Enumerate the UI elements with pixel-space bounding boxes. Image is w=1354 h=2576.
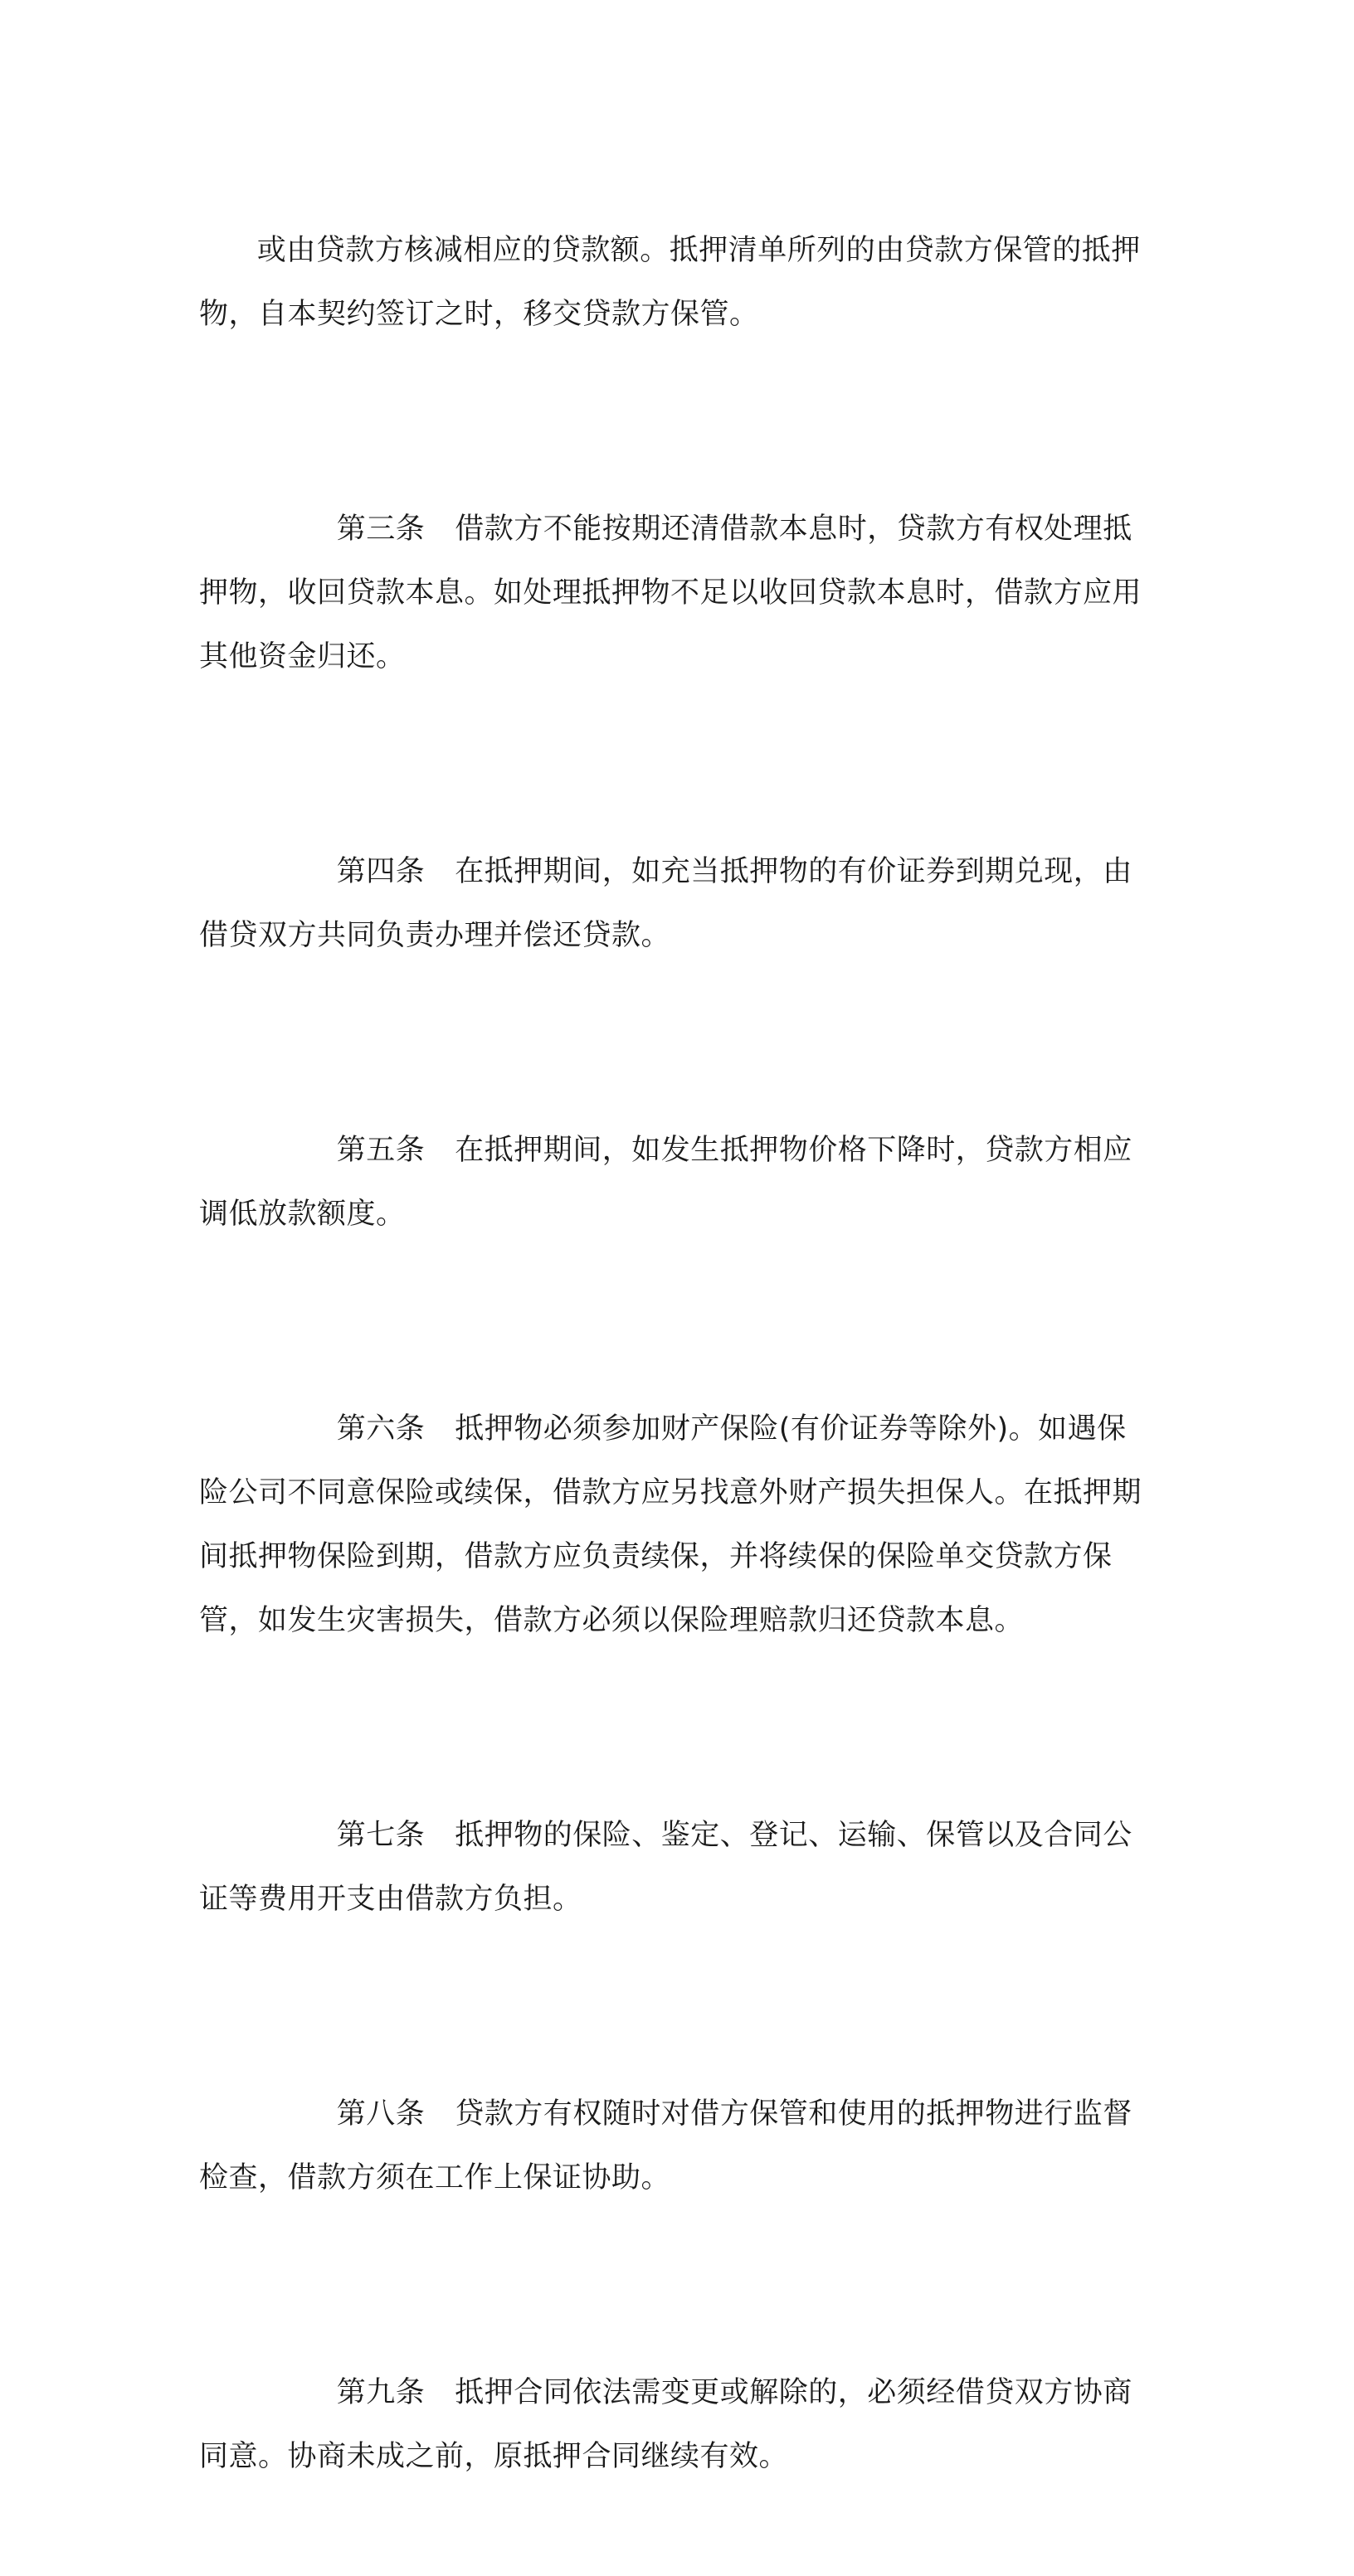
article-text: 在抵押期间，如发生抵押物价格下降时，贷款方相应调低放款额度。 [199,1134,1132,1231]
article-number: 第八条 [336,2097,426,2131]
paragraph-continuation [199,155,1145,411]
article-text: 贷款方有权随时对借方保管和使用的抵押物进行监督检查，借款方须在工作上保证协助。 [199,2097,1132,2194]
article-text: 抵押物必须参加财产保险(有价证券等除外)。如遇保险公司不同意保险或续保，借款方应另找意外财产损失担保人。在抵押期间抵押物保险到期，借款方应负责续保，并将续保的保险单交贷款方保管，如发生灾害损失，借款方必须以保险理赔款归还贷款本息。 [199,1412,1142,1637]
article-number: 第七条 [336,1819,426,1852]
article-4 [199,776,1145,1032]
article-text: 在抵押期间，如充当抵押物的有价证券到期兑现，由借贷双方共同负责办理并偿还贷款。 [199,855,1132,952]
article-number: 第六条 [336,1412,426,1446]
article-5 [199,1055,1145,1310]
contract-body [199,155,1145,2576]
article-7 [199,1740,1145,1995]
article-number: 第四条 [336,855,426,888]
article-9 [199,2297,1145,2553]
article-8 [199,2019,1145,2274]
paragraph-text: 或由贷款方核减相应的贷款额。抵押清单所列的由贷款方保管的抵押物，自本契约签订之时，移交贷款方保管。 [199,234,1141,331]
article-text: 抵押物的保险、鉴定、登记、运输、保管以及合同公证等费用开支由借款方负担。 [199,1819,1132,1916]
article-3 [199,434,1145,753]
article-number: 第五条 [336,1134,426,1167]
article-text: 借款方不能按期还清借款本息时，贷款方有权处理抵押物，收回贷款本息。如处理抵押物不足以收回贷款本息时，借款方应用其他资金归还。 [199,513,1142,673]
article-number: 第三条 [336,513,426,546]
article-6 [199,1334,1145,1717]
article-text: 抵押合同依法需变更或解除的，必须经借贷双方协商同意。协商未成之前，原抵押合同继续有效。 [199,2376,1132,2473]
article-number: 第九条 [336,2376,426,2409]
